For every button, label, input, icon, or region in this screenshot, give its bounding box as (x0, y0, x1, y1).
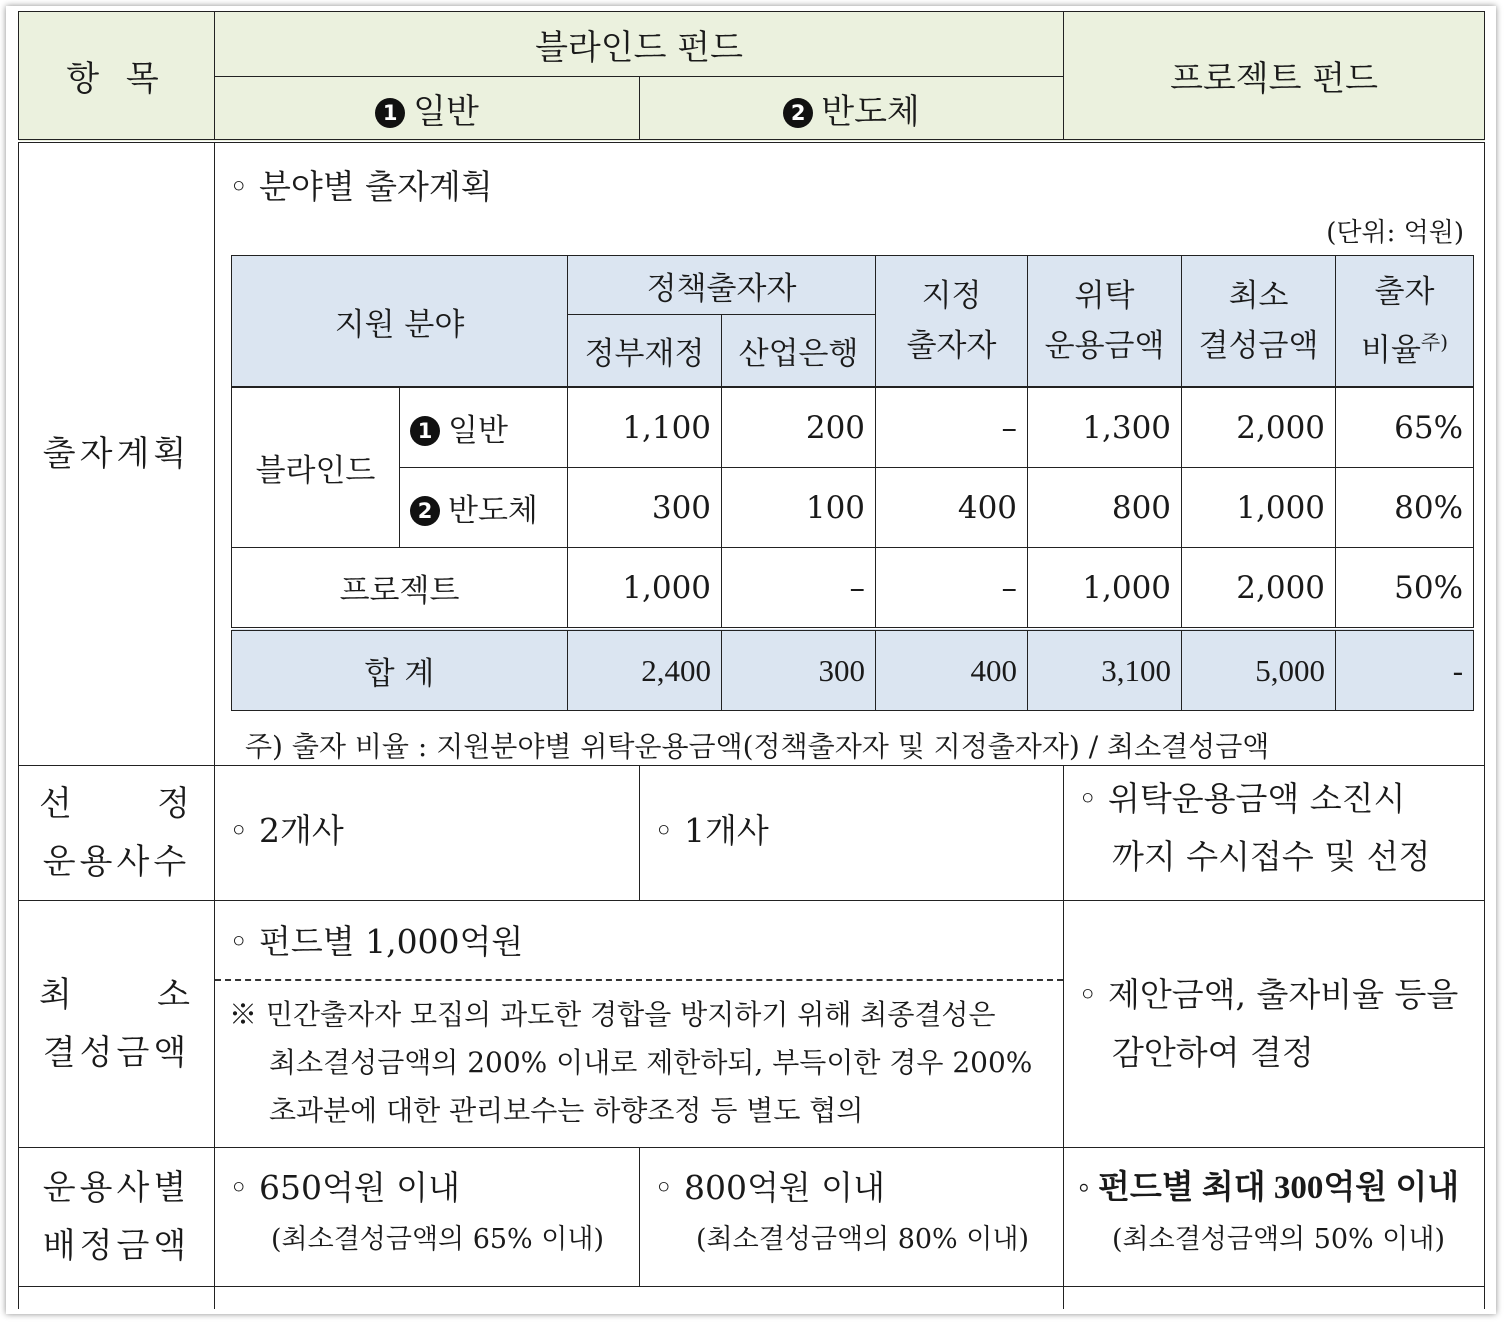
min-amount-project: ◦ 제안금액, 출자비율 등을 감안하여 결정 (1064, 901, 1485, 1148)
allocation-label: 운용사별 배정금액 (19, 1148, 215, 1287)
cell-kdb: 200 (722, 387, 876, 468)
min-amount-warning: ※ 민간출자자 모집의 과도한 경합을 방지하기 위해 최종결성은 최소결성금액의 200% 이내로 제한하되, 부득이한 경우 200% 초과분에 대한 관리보수는 하향조정 등 별도 협의 (229, 998, 1033, 1127)
min-amount-label: 최 소 결성금액 (19, 901, 215, 1148)
trailing-row (1064, 1287, 1485, 1310)
cell-ratio: - (1336, 629, 1474, 711)
selection-project: ◦ 위탁운용금액 소진시 까지 수시접수 및 선정 (1064, 766, 1485, 901)
allocation-general: ◦ 650억원 이내 (최소결성금액의 65% 이내) (215, 1148, 640, 1287)
plan-bullet: ◦ 분야별 출자계획 (229, 167, 493, 206)
cell-gov: 1,000 (568, 548, 722, 630)
cell-trust: 800 (1028, 468, 1182, 548)
number-two-icon: 2 (410, 496, 440, 526)
document-page (6, 6, 1496, 1314)
cell-min: 1,000 (1182, 468, 1336, 548)
cell-kdb: – (722, 548, 876, 630)
cell-min: 5,000 (1182, 629, 1336, 711)
col-policy-investor: 정책출자자 (568, 256, 876, 315)
cell-kdb: 300 (722, 629, 876, 711)
col-trust: 위탁 운용금액 (1028, 256, 1182, 388)
fund-overview-table (18, 11, 1485, 1309)
header-general: 1 일반 (215, 77, 640, 142)
row-name: 2 반도체 (400, 468, 568, 548)
allocation-semiconductor: ◦ 800억원 이내 (최소결성금액의 80% 이내) (640, 1148, 1064, 1287)
cell-min: 2,000 (1182, 548, 1336, 630)
total-row (232, 629, 1474, 711)
col-field: 지원 분야 (232, 256, 568, 388)
total-label: 합 계 (232, 629, 568, 711)
cell-kdb: 100 (722, 468, 876, 548)
selection-semiconductor: ◦ 1개사 (640, 766, 1064, 901)
allocation-project: ◦ 펀드별 최대 300억원 이내 (최소결성금액의 50% 이내) (1064, 1148, 1485, 1287)
row-name: 1 일반 (400, 387, 568, 468)
col-kdb: 산업은행 (722, 315, 876, 387)
cell-trust: 1,300 (1028, 387, 1182, 468)
col-gov-finance: 정부재정 (568, 315, 722, 387)
cell-trust: 3,100 (1028, 629, 1182, 711)
cell-gov: 2,400 (568, 629, 722, 711)
col-ratio: 출자 비율$^{주)}$ (1336, 256, 1474, 388)
min-amount-blind: ◦ 펀드별 1,000억원 ※ 민간출자자 모집의 과도한 경합을 방지하기 위해 최종결성은 최소결성금액의 200% 이내로 제한하되, 부득이한 경우 200% 초과분에 대한 관리보수는 하향조정 등 별도 협의 (215, 901, 1064, 1148)
col-min: 최소 결성금액 (1182, 256, 1336, 388)
trailing-row (19, 1287, 215, 1310)
cell-designated: – (876, 387, 1028, 468)
unit-label: (단위: 억원) (1326, 218, 1464, 248)
table-row (232, 548, 1474, 630)
cell-designated: 400 (876, 468, 1028, 548)
cell-ratio: 50% (1336, 548, 1474, 630)
investment-plan-label: 출자계획 (19, 141, 215, 766)
table-row (232, 387, 1474, 468)
cell-ratio: 80% (1336, 468, 1474, 548)
selection-label: 선 정 운용사수 (19, 766, 215, 901)
selection-general: ◦ 2개사 (215, 766, 640, 901)
header-semiconductor: 2 반도체 (640, 77, 1064, 142)
number-one-icon: 1 (375, 98, 405, 128)
cell-gov: 300 (568, 468, 722, 548)
investment-plan-table (231, 255, 1474, 711)
cell-ratio: 65% (1336, 387, 1474, 468)
blind-label: 블라인드 (232, 387, 400, 548)
header-blind-fund: 블라인드 펀드 (215, 12, 1064, 77)
cell-trust: 1,000 (1028, 548, 1182, 630)
col-designated: 지정 출자자 (876, 256, 1028, 388)
number-one-icon: 1 (410, 416, 440, 446)
investment-plan-cell (215, 141, 1485, 766)
cell-gov: 1,100 (568, 387, 722, 468)
cell-designated: – (876, 548, 1028, 630)
header-item: 항 목 (19, 12, 215, 142)
trailing-row (215, 1287, 1064, 1310)
cell-min: 2,000 (1182, 387, 1336, 468)
number-two-icon: 2 (783, 98, 813, 128)
table-row (232, 468, 1474, 548)
header-project-fund: 프로젝트 펀드 (1064, 12, 1485, 142)
ratio-footnote: 주) 출자 비율 : 지원분야별 위탁운용금액(정책출자자 및 지정출자자) / 최소결성금액 (245, 730, 1270, 763)
row-name: 프로젝트 (232, 548, 568, 630)
cell-designated: 400 (876, 629, 1028, 711)
